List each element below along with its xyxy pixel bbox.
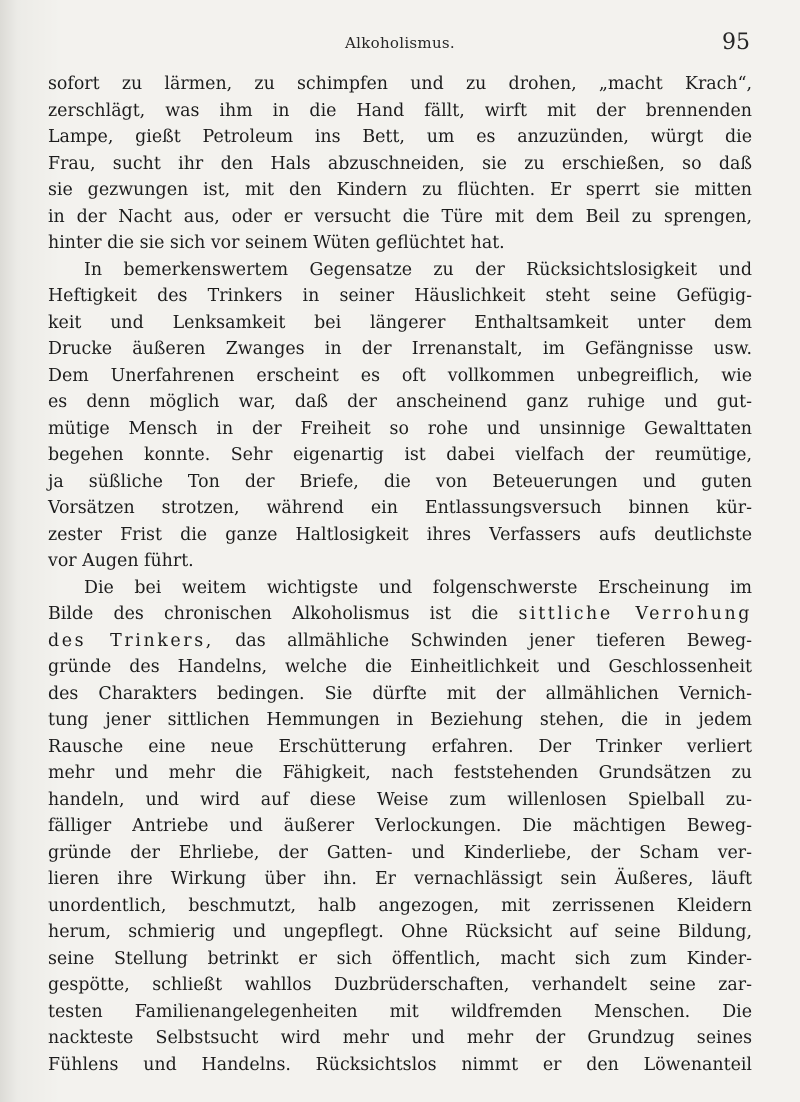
text-segment: das allmähliche Schwinden jener tieferen Beweg- — [235, 630, 753, 651]
text-line: Lampe, gießt Petroleum ins Bett, um es anzuzünden, würgt die — [48, 127, 752, 147]
page-number: 95 — [722, 30, 750, 55]
text-line: sofort zu lärmen, zu schimpfen und zu drohen, „macht Krach“, — [48, 74, 752, 94]
text-line: testen Familienangelegenheiten mit wildfremden Menschen. Die — [48, 1001, 752, 1022]
running-head-title: Alkoholismus. — [345, 34, 455, 52]
text-line: Frau, sucht ihr den Hals abzuschneiden, sie zu erschießen, so daß — [48, 153, 752, 174]
emphasized-text: sittliche Verrohung — [518, 604, 752, 624]
text-line: mütige Mensch in der Freiheit so rohe und unsinnige Gewalttaten — [48, 418, 752, 439]
paragraph-2 — [48, 257, 752, 575]
text-line: Vorsätzen strotzen, während ein Entlassungsversuch binnen kür- — [48, 498, 752, 518]
text-line: des Charakters bedingen. Sie dürfte mit der allmählichen Vernich- — [48, 683, 752, 704]
text-line: Heftigkeit des Trinkers in seiner Häuslichkeit steht seine Gefügig- — [48, 286, 752, 306]
text-line: ja süßliche Ton der Briefe, die von Beteuerungen und guten — [48, 471, 752, 492]
running-head — [0, 30, 800, 56]
text-line: begehen konnte. Sehr eigenartig ist dabei vielfach der reumütige, — [48, 445, 752, 465]
text-line: Fühlens und Handelns. Rücksichtslos nimmt er den Löwenanteil — [48, 1054, 752, 1075]
text-line: Drucke äußeren Zwanges in der Irrenanstalt, im Gefängnisse usw. — [48, 339, 752, 359]
text-line: es denn möglich war, daß der anscheinend ganz ruhige und gut- — [48, 392, 752, 412]
text-line: fälliger Antriebe und äußerer Verlockungen. Die mächtigen Beweg- — [48, 816, 752, 836]
text-line: In bemerkenswertem Gegensatze zu der Rücksichtslosigkeit und — [84, 259, 752, 280]
text-line: gründe der Ehrliebe, der Gatten- und Kinderliebe, der Scham ver- — [48, 842, 752, 863]
text-line: unordentlich, beschmutzt, halb angezogen, mit zerrissenen Kleidern — [48, 895, 752, 916]
text-line-with-emphasis — [48, 628, 752, 655]
text-line: lieren ihre Wirkung über ihn. Er vernachlässigt sein Äußeres, läuft — [48, 869, 752, 889]
text-line-with-emphasis — [48, 601, 752, 628]
text-line: zester Frist die ganze Haltlosigkeit ihres Verfassers aufs deutlichste — [48, 524, 752, 545]
text-line: sie gezwungen ist, mit den Kindern zu flüchten. Er sperrt sie mitten — [48, 180, 752, 200]
text-line: herum, schmierig und ungepflegt. Ohne Rücksicht auf seine Bildung, — [48, 922, 752, 942]
text-line: vor Augen führt. — [48, 551, 194, 571]
text-line: gründe des Handelns, welche die Einheitlichkeit und Geschlossenheit — [48, 657, 752, 677]
text-line: hinter die sie sich vor seinem Wüten geflüchtet hat. — [48, 233, 505, 253]
text-line: zerschlägt, was ihm in die Hand fällt, wirft mit der brennenden — [48, 100, 752, 121]
text-line: gespötte, schließt wahllos Duzbrüderschaften, verhandelt seine zar- — [48, 975, 752, 995]
text-line: keit und Lenksamkeit bei längerer Enthaltsamkeit unter dem — [48, 312, 752, 333]
text-line: handeln, und wird auf diese Weise zum willenlosen Spielball zu- — [48, 789, 752, 810]
text-line: Die bei weitem wichtigste und folgenschwerste Erscheinung im — [84, 577, 752, 598]
emphasized-text: des Trinkers, — [48, 630, 214, 651]
paragraph-1 — [48, 71, 752, 257]
body-text — [48, 71, 752, 1078]
text-line: seine Stellung betrinkt er sich öffentlich, macht sich zum Kinder- — [48, 948, 752, 969]
paragraph-3 — [48, 575, 752, 1079]
text-line: nackteste Selbstsucht wird mehr und mehr der Grundzug seines — [48, 1028, 752, 1048]
text-line: Rausche eine neue Erschütterung erfahren. Der Trinker verliert — [48, 736, 752, 757]
text-line: Dem Unerfahrenen erscheint es oft vollkommen unbegreiflich, wie — [48, 365, 752, 386]
text-line: tung jener sittlichen Hemmungen in Beziehung stehen, die in jedem — [48, 710, 752, 730]
text-line: mehr und mehr die Fähigkeit, nach feststehenden Grundsätzen zu — [48, 763, 752, 783]
text-segment: Bilde des chronischen Alkoholismus ist die — [48, 604, 499, 624]
text-line: in der Nacht aus, oder er versucht die Türe mit dem Beil zu sprengen, — [48, 206, 752, 227]
